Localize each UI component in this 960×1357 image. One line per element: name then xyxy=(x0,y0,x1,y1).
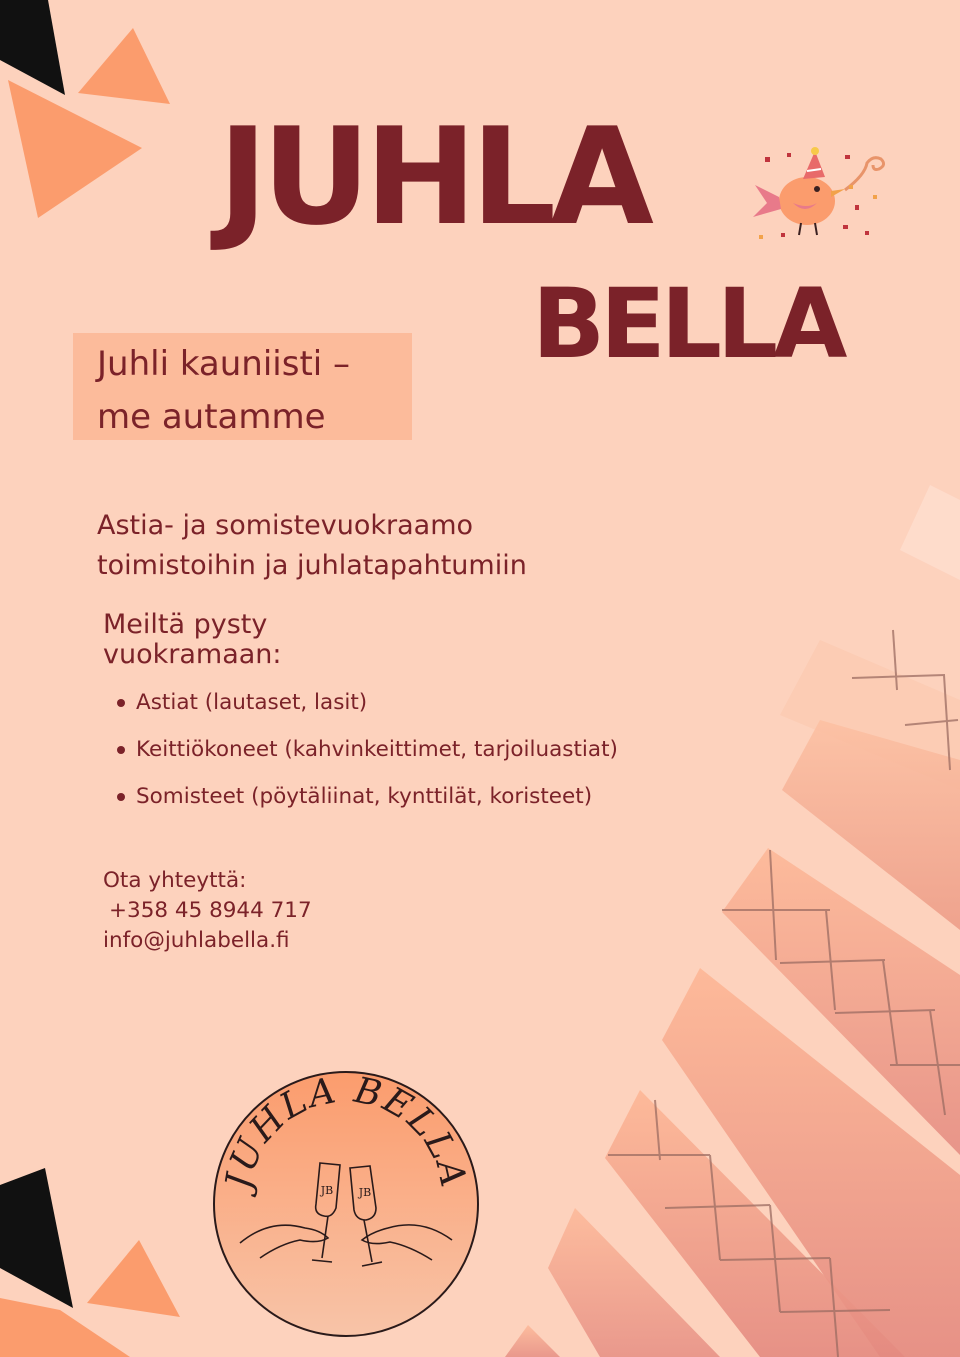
rentals-heading-line1: Meiltä pysty xyxy=(103,609,268,640)
bullet-icon xyxy=(117,746,125,754)
list-item: Somisteet (pöytäliinat, kynttilät, koristeet) xyxy=(117,778,618,825)
faint-stripe-top-right xyxy=(900,485,960,580)
contact-phone: +358 45 8944 717 xyxy=(109,898,312,923)
orange-triangle-small-bottom xyxy=(87,1240,180,1317)
orange-triangle-large-bottom xyxy=(0,1298,130,1357)
tagline xyxy=(97,338,417,444)
tagline-line1: Juhli kauniisti – xyxy=(97,344,351,384)
brand-title-line2: BELLA xyxy=(532,268,843,380)
intro-line1: Astia- ja somistevuokraamo xyxy=(97,510,474,541)
black-triangle-bottom xyxy=(0,1168,73,1308)
party-bird-icon xyxy=(745,145,895,250)
contact-heading: Ota yhteyttä: xyxy=(103,868,247,893)
rentals-heading xyxy=(103,610,282,670)
intro-text xyxy=(97,506,527,586)
list-item: Astiat (lautaset, lasit) xyxy=(117,684,618,731)
stripe-6 xyxy=(505,1325,560,1357)
bullet-icon xyxy=(117,793,125,801)
bullet-icon xyxy=(117,699,125,707)
logo-monogram-right: JB xyxy=(358,1186,372,1199)
brand-title-line1: JUHLA xyxy=(218,99,648,255)
intro-line2: toimistoihin ja juhlatapahtumiin xyxy=(97,550,527,581)
rentals-list xyxy=(117,684,618,825)
toasting-glasses-logo xyxy=(210,1068,482,1340)
tagline-line2: me autamme xyxy=(97,397,326,437)
contact-block xyxy=(103,866,312,956)
logo-text: JUHLA BELLA xyxy=(218,1069,474,1193)
black-triangle-top xyxy=(0,0,65,95)
logo-monogram-left: JB xyxy=(320,1184,334,1197)
list-item: Keittiökoneet (kahvinkeittimet, tarjoiluastiat) xyxy=(117,731,618,778)
orange-triangle-small-top xyxy=(78,28,170,104)
orange-triangle-large-top xyxy=(8,80,142,218)
rentals-heading-line2: vuokramaan: xyxy=(103,639,282,670)
contact-email: info@juhlabella.fi xyxy=(103,928,290,953)
